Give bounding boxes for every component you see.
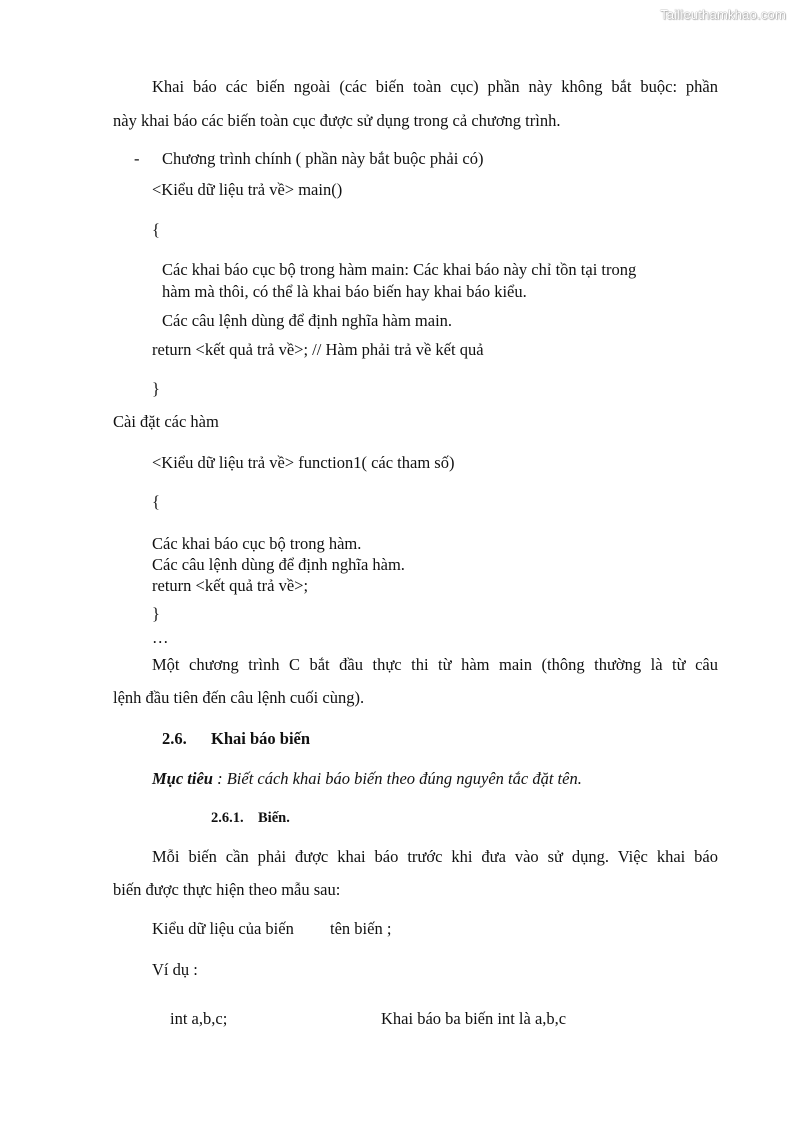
watermark: Tailieuthamkhao.com: [660, 7, 786, 22]
section-2-6-1-title: Biến.: [258, 810, 290, 826]
function-signature: <Kiểu dữ liệu trả về> function1( các tham số): [152, 453, 455, 472]
function-open-brace: {: [152, 492, 160, 511]
function-close-brace: }: [152, 604, 160, 623]
main-program-bullet: -: [134, 149, 140, 168]
function-statements: Các câu lệnh dùng để định nghĩa hàm.: [152, 555, 405, 574]
function-return-line: return <kết quả trả về>;: [152, 576, 309, 595]
example-code: int a,b,c;: [170, 1009, 228, 1028]
para-execution-line1: Một chương trình C bắt đầu thực thi từ hàm main (thông thường là từ câu: [152, 655, 718, 674]
para-variable-line2: biến được thực hiện theo mẫu sau:: [113, 880, 341, 899]
example-label: Ví dụ :: [152, 960, 198, 979]
example-comment: Khai báo ba biến int là a,b,c: [381, 1009, 567, 1028]
para-global-vars-line1: Khai báo các biến ngoài (các biến toàn cục) phần này không bắt buộc: phần: [152, 77, 718, 96]
main-open-brace: {: [152, 220, 160, 239]
main-statements: Các câu lệnh dùng để định nghĩa hàm main.: [162, 311, 453, 330]
main-signature: <Kiểu dữ liệu trả về> main(): [152, 180, 343, 199]
section-2-6-title: Khai báo biến: [211, 729, 311, 748]
section-2-6-objective: [152, 771, 582, 788]
objective-text: : Biết cách khai báo biến theo đúng nguyên tắc đặt tên.: [212, 769, 582, 788]
function-local-decl: Các khai báo cục bộ trong hàm.: [152, 534, 362, 553]
main-local-decl-line1: Các khai báo cục bộ trong hàm main: Các khai báo này chỉ tồn tại trong: [162, 260, 637, 279]
syntax-type: Kiểu dữ liệu của biến: [152, 919, 294, 938]
main-return-line: return <kết quả trả về>; // Hàm phải trả về kết quả: [152, 340, 484, 359]
main-program-heading: Chương trình chính ( phần này bắt buộc phải có): [162, 149, 484, 168]
main-close-brace: }: [152, 379, 160, 398]
section-2-6-number: 2.6.: [162, 729, 187, 748]
functions-heading: Cài đặt các hàm: [113, 412, 219, 431]
main-local-decl-line2: hàm mà thôi, có thể là khai báo biến hay khai báo kiểu.: [162, 282, 527, 301]
function-ellipsis: …: [152, 628, 169, 647]
syntax-name: tên biến ;: [330, 919, 392, 938]
objective-label: Mục tiêu: [152, 769, 213, 788]
para-variable-line1: Mỗi biến cần phải được khai báo trước khi đưa vào sử dụng. Việc khai báo: [152, 847, 718, 866]
section-2-6-1-number: 2.6.1.: [211, 810, 244, 826]
para-global-vars-line2: này khai báo các biến toàn cục được sử dụng trong cả chương trình.: [113, 111, 561, 130]
para-execution-line2: lệnh đầu tiên đến câu lệnh cuối cùng).: [113, 688, 365, 707]
